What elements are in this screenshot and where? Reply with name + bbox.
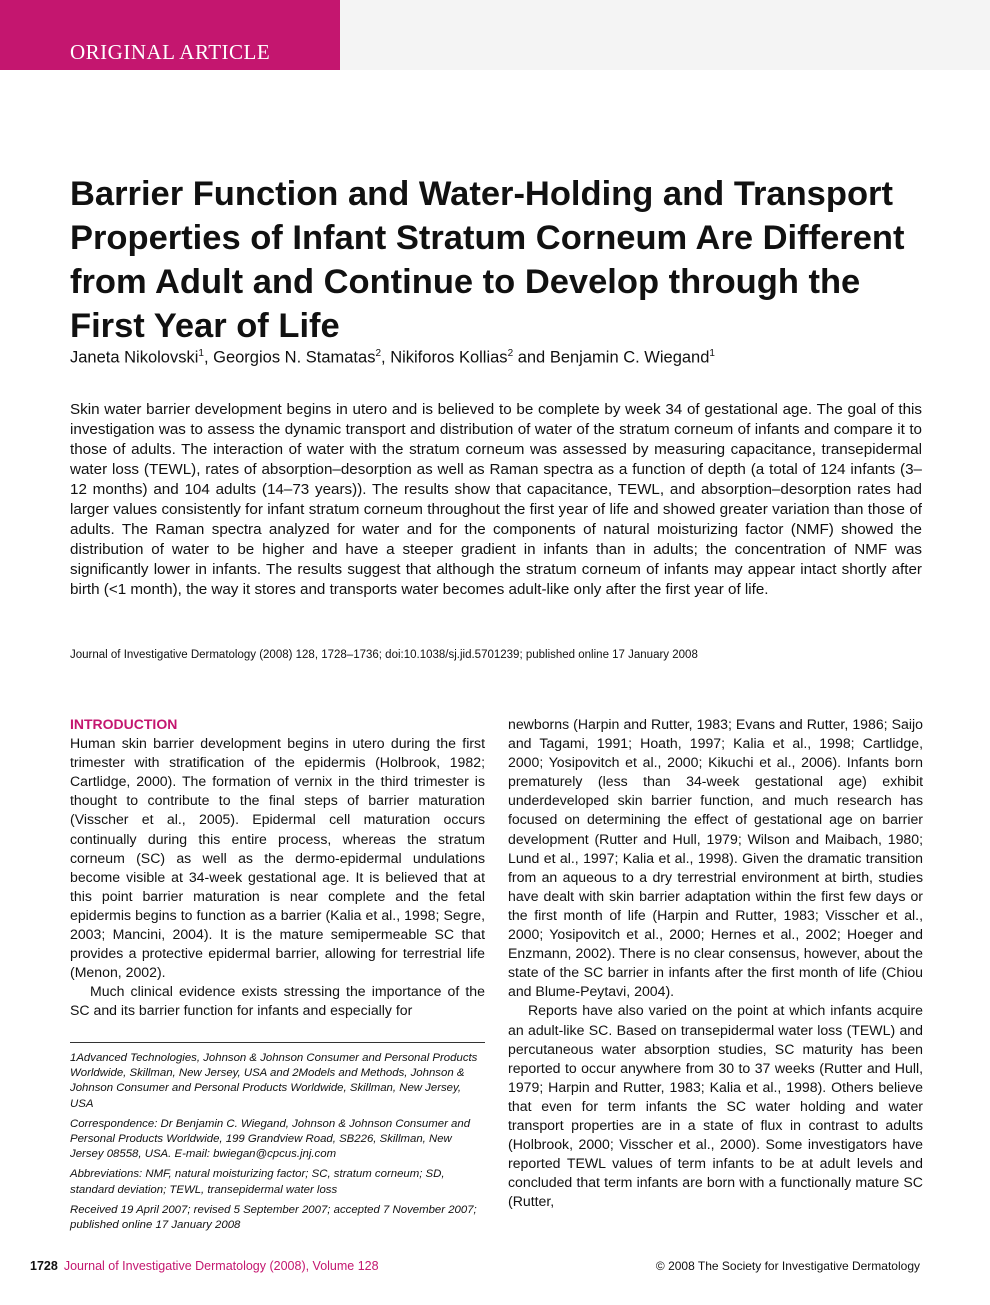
author-affiliation: 1: [198, 348, 204, 359]
article-title: Barrier Function and Water-Holding and Transport Properties of Infant Stratum Corneum Are Different from Adult and Continue to Develop through the First Year of Life: [70, 175, 905, 345]
author-affiliation: 1: [709, 348, 715, 359]
right-column: [508, 715, 923, 1211]
left-column: [70, 715, 485, 1021]
author-name: Janeta Nikolovski: [70, 348, 199, 367]
page-number: 1728: [30, 1259, 58, 1273]
footer-journal: [30, 1259, 379, 1273]
author-name: Nikiforos Kollias: [390, 348, 508, 367]
intro-paragraph: newborns (Harpin and Rutter, 1983; Evans and Rutter, 1986; Saijo and Tagami, 1991; Hoath, 1997; Kalia et al., 1998; Cartlidge, 2000; Yosipovitch et al., 2000; Kikuchi et al., 2006). Infants born prematurely (less than 34-week gestational age) exhibit underdeveloped skin barrier function, and much research has focused on determining the effect of gestational age on barrier development (Rutter and Hull, 1979; Wilson and Maibach, 1980; Lund et al., 1997; Kalia et al., 1998). Given the dramatic transition from an aqueous to a dry terrestrial environment at birth, studies have dealt with skin barrier adaptation within the first few days or the first month of life (Harpin and Rutter, 1983; Visscher et al., 2000; Yosipovitch et al., 2000; Hernes et al., 2002; Hoeger and Enzmann, 2002). There is no clear consensus, however, about the state of the SC barrier in infants after the first month of life (Chiou and Blume-Peytavi, 2004).: [508, 716, 923, 1000]
author-name: Georgios N. Stamatas: [213, 348, 376, 367]
intro-paragraph: Human skin barrier development begins in utero during the first trimester with stratification of the epidermis (Holbrook, 1982; Cartlidge, 2000). The formation of vernix in the third trimester is thought to contribute to the final steps of barrier maturation (Visscher et al., 2005). Epidermal cell maturation occurs continually during this entire process, whereas the stratum corneum (SC) as well as the dermo-epidermal undulations become visible at 34-week gestational age. It is believed that at this point barrier maturation is near complete and the fetal epidermis begins to function as a barrier (Kalia et al., 1998; Segre, 2003; Mancini, 2004). It is the mature semipermeable SC that provides a protective epidermal barrier, allowing for terrestrial life (Menon, 2002).: [70, 735, 485, 981]
author-list: Janeta Nikolovski$^1$, Georgios N. Stamatas$^2$, Nikiforos Kollias$^2$ and Benjamin C. Wiegand$^1$: [70, 348, 715, 367]
dates-note: Received 19 April 2007; revised 5 September 2007; accepted 7 November 2007; published online 17 January 2008: [70, 1203, 477, 1232]
article-type-label: ORIGINAL ARTICLE: [70, 40, 271, 64]
intro-paragraph: Reports have also varied on the point at which infants acquire an adult-like SC. Based on transepidermal water loss (TEWL) and percutaneous water absorption studies, SC maturity has been reported to occur anywhere from 30 to 37 weeks (Rutter and Hull, 1979; Harpin and Rutter, 1983; Kalia et al., 1998). Others believe that even for term infants the SC water holding and water transport properties are in a state of flux in contrast to adults (Holbrook, 2000; Visscher et al., 2000). Some investigators have reported TEWL values of term infants to be at adult levels and concluded that term infants are born with a functionally mature SC (Rutter,: [508, 1002, 923, 1210]
section-heading: INTRODUCTION: [70, 716, 178, 732]
citation-line: Journal of Investigative Dermatology (2008) 128, 1728–1736; doi:10.1038/sj.jid.5701239; published online 17 January 2008: [70, 649, 698, 661]
abbreviations-note: Abbreviations: NMF, natural moisturizing factor; SC, stratum corneum; SD, standard deviation; TEWL, transepidermal water loss: [70, 1168, 445, 1196]
author-affiliation: 2: [375, 348, 382, 359]
footnotes: [70, 1042, 485, 1238]
affiliation-note: 1Advanced Technologies, Johnson & Johnson Consumer and Personal Products Worldwide, Skillman, New Jersey, USA and 2Models and Methods, Johnson & Johnson Consumer and Personal Products Worldwide, Skillman, New Jersey, USA: [70, 1052, 478, 1110]
footer-copyright: © 2008 The Society for Investigative Dermatology: [655, 1259, 920, 1273]
abstract: Skin water barrier development begins in utero and is believed to be complete by week 34 of gestational age. The goal of this investigation was to assess the dynamic transport and distribution of water of the stratum corneum of infants and compare it to those of adults. The interaction of water with the stratum corneum was assessed by measuring capacitance, transepidermal water loss (TEWL), rates of absorption–desorption as well as Raman spectra as a function of depth (a total of 124 infants (3–12 months) and 104 adults (14–73 years)). The results show that capacitance, TEWL, and absorption–desorption rates had larger values consistently for infant stratum corneum throughout the first year of life and showed greater variation than those of adults. The Raman spectra analyzed for water and for the components of natural moisturizing factor (NMF) showed the distribution of water to be higher and have a steeper gradient in infants than in adults; the concentration of NMF was significantly lower in infants. The results suggest that although the stratum corneum of infants may appear intact shortly after birth (<1 month), the way it stores and transports water becomes adult-like only after the first year of life.: [70, 401, 922, 598]
author-name: Benjamin C. Wiegand: [549, 348, 710, 367]
intro-paragraph: Much clinical evidence exists stressing the importance of the SC and its barrier function for infants and especially for: [70, 983, 485, 1019]
header-rule: [340, 0, 990, 70]
journal-name: Journal of Investigative Dermatology (2008), Volume 128: [63, 1259, 379, 1273]
author-affiliation: 2: [507, 348, 514, 359]
correspondence-note: Correspondence: Dr Benjamin C. Wiegand, Johnson & Johnson Consumer and Personal Products Worldwide, 199 Grandview Road, SB226, Skillman, New Jersey 08558, USA. E-mail: bwiegan@cpcus.jnj.com: [70, 1117, 471, 1161]
